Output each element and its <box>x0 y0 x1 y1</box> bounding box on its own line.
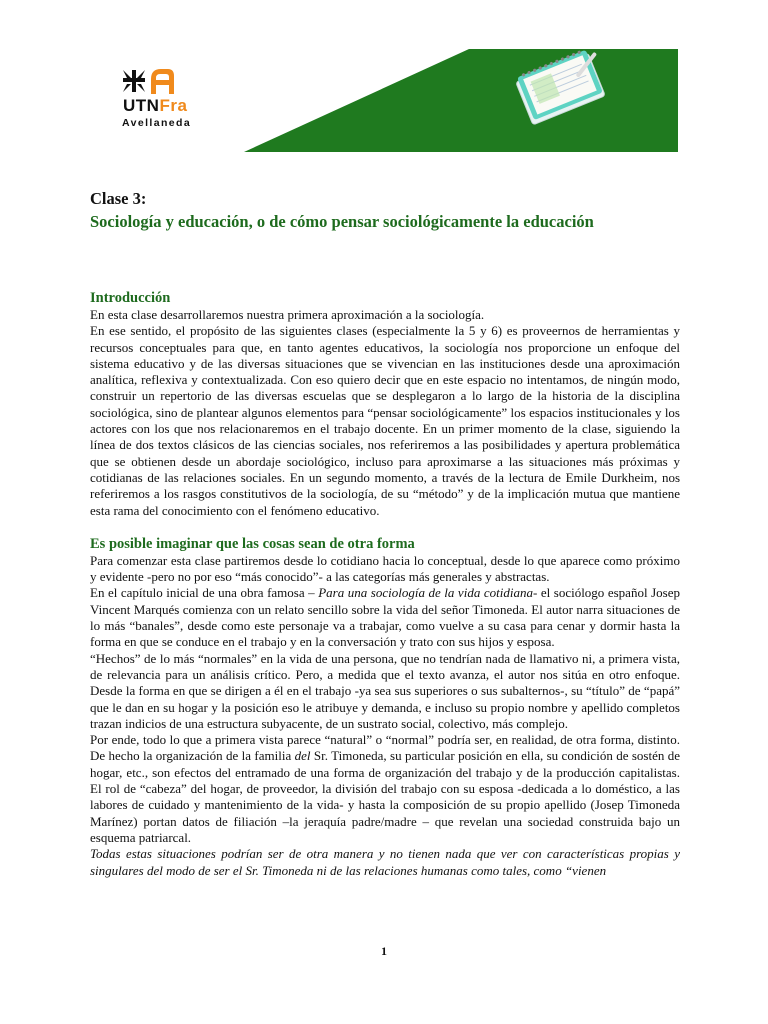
header-banner <box>94 49 678 152</box>
paragraph: Para comenzar esta clase partiremos desde lo cotidiano hacia lo conceptual, desde lo que aparece como próximo y evidente -pero no por eso “más conocido”- a las categorías más generales y abstractas. <box>90 552 680 585</box>
paragraph: Por ende, todo lo que a primera vista parece “natural” o “normal” podría ser, en realidad, de otra forma, distinto. De hecho la organización de la familia del Sr. Timoneda, su particular posición en ella, su condición de sostén de hogar, etc., son efectos del entramado de una forma de organización del trabajo y de la producción capitalistas. El rol de “cabeza” del hogar, de proveedor, la división del trabajo con su esposa -dedicada a lo doméstico, a las labores de cuidado y mantenimiento de la vida- y hasta la composición de su propio apellido (Josep Timoneda Marínez) portan datos de filiación –la jeraquía padre/madre – que revelan una sociedad construida bajo un esquema patriarcal. <box>90 732 681 845</box>
paragraph: En el capítulo inicial de una obra famosa – Para una sociología de la vida cotidiana- el sociólogo español Josep Vincent Marqués comienza con un relato sencillo sobre la vida del señor Timoneda. El autor narra situaciones de lo más “banales”, desde como este personaje va a trabajar, como vuelve a su casa para cenar y dormir hasta la forma en que se conduce en el trabajo y en la conversación y trato con sus hijos y esposa. <box>90 585 680 650</box>
section-heading-introduccion: Introducción <box>90 290 171 306</box>
class-title: Sociología y educación, o de cómo pensar sociológicamente la educación <box>90 212 594 231</box>
section-heading-otra-forma: Es posible imaginar que las cosas sean de otra forma <box>90 535 415 552</box>
logo-campus: Avellaneda <box>122 117 192 129</box>
logo-wordmark: UTNFra <box>123 96 188 115</box>
document-title <box>90 187 690 233</box>
page-number: 1 <box>381 944 387 958</box>
utn-emblem-icon <box>123 69 174 94</box>
document-body <box>90 289 680 879</box>
paragraph-italic: Todas estas situaciones podrían ser de otra manera y no tienen nada que ver con características propias y singulares del modo de ser el Sr. Timoneda ni de las relaciones humanas como tales, como “vienen <box>90 846 680 878</box>
paragraph: “Hechos” de lo más “normales” en la vida de una persona, que no tendrían nada de llamativo ni, a primera vista, de relevancia para un análisis crítico. Pero, a medida que el texto avanza, el autor nos sitúa en otro enfoque. Desde la forma en que se dirigen a él en el trabajo -ya sea sus superiores o sus subalternos-, su “título” de “papá” que le dan en su hogar y la posición eso le atribuye y demanda, e incluso su propio nombre y apellido completos trazan indicios de una estructura subyacente, de un sustrato social, colectivo, más complejo. <box>90 650 680 731</box>
paragraph: En ese sentido, el propósito de las siguientes clases (especialmente la 5 y 6) es proveernos de herramientas y recursos conceptuales para que, en tanto agentes educativos, la sociología nos proporcione un enfoque del sistema educativo y de las diversas situaciones que se vivencian en las instituciones desde una aproximación analítica, reflexiva y contextualizada. Con eso quiero decir que en este espacio no intentamos, de ningún modo, construir un repertorio de las diversas escuelas que se desplegaron a lo largo de la historia de la disciplina sociológica, sino de plantear algunos elementos para “pensar sociológicamente” los espacios institucionales y los actores con los que nos relacionaremos en el trabajo docente. En un primer momento de la clase, siguiendo la línea de dos textos clásicos de las ciencias sociales, nos referiremos a las posibilidades y apertura problemática que se obtienen desde un abordaje sociológico, incluso para aproximarse a las situaciones más próximas y cotidianas de las relaciones sociales. En un segundo momento, a través de la lectura de Emile Durkheim, nos referiremos a los rasgos constitutivos de la sociología, de su “método” y de la implicación mutua que mantiene esta rama del conocimiento con el fenómeno educativo. <box>90 323 680 518</box>
paragraph: En esta clase desarrollaremos nuestra primera aproximación a la sociología. <box>90 307 485 322</box>
class-number: Clase 3: <box>90 189 147 208</box>
book-title: Para una sociología de la vida cotidiana <box>318 585 533 601</box>
